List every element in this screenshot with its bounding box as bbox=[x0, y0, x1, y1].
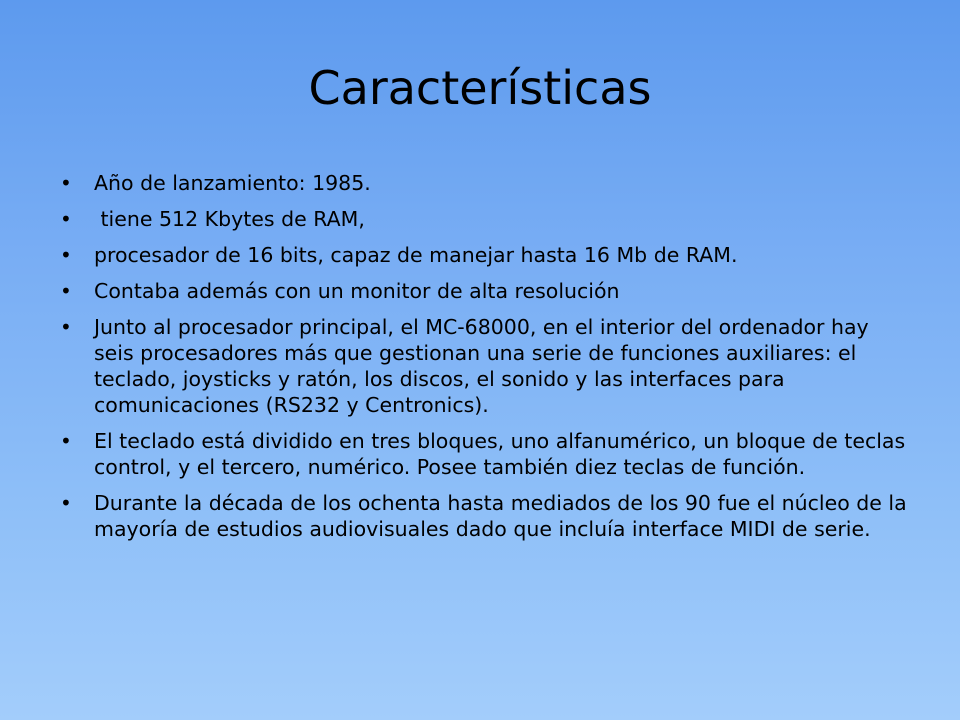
bullet-dot-icon: • bbox=[60, 171, 72, 195]
slide-title: Características bbox=[308, 61, 652, 115]
bullet-text: Durante la década de los ochenta hasta mediados de los 90 fue el núcleo de la mayoría de estudios audiovisuales dado que incluía interface MIDI de serie. bbox=[94, 491, 907, 541]
bullet-dot-icon: • bbox=[60, 279, 72, 303]
bullet-text: procesador de 16 bits, capaz de manejar hasta 16 Mb de RAM. bbox=[94, 243, 738, 267]
bullet-dot-icon: • bbox=[60, 207, 72, 231]
bullet-item bbox=[60, 428, 910, 480]
bullet-item bbox=[60, 490, 910, 542]
bullet-text: Junto al procesador principal, el MC-68000, en el interior del ordenador hay seis procesadores más que gestionan una serie de funciones auxiliares: el teclado, joysticks y ratón, los discos, el sonido y las interfaces para comunicaciones (RS232 y Centronics). bbox=[94, 315, 869, 417]
bullet-text: El teclado está dividido en tres bloques, uno alfanumérico, un bloque de teclas control, y el tercero, numérico. Posee también diez teclas de función. bbox=[94, 429, 906, 479]
bullet-item bbox=[60, 170, 910, 196]
bullet-text: tiene 512 Kbytes de RAM, bbox=[94, 207, 365, 231]
bullet-item bbox=[60, 314, 910, 418]
bullet-dot-icon: • bbox=[60, 491, 72, 515]
bullet-item bbox=[60, 278, 910, 304]
bullet-item bbox=[60, 206, 910, 232]
bullet-dot-icon: • bbox=[60, 315, 72, 339]
bullet-text: Contaba además con un monitor de alta resolución bbox=[94, 279, 620, 303]
bullet-item bbox=[60, 242, 910, 268]
bullet-dot-icon: • bbox=[60, 243, 72, 267]
bullet-list bbox=[60, 170, 910, 552]
bullet-dot-icon: • bbox=[60, 429, 72, 453]
bullet-text: Año de lanzamiento: 1985. bbox=[94, 171, 371, 195]
